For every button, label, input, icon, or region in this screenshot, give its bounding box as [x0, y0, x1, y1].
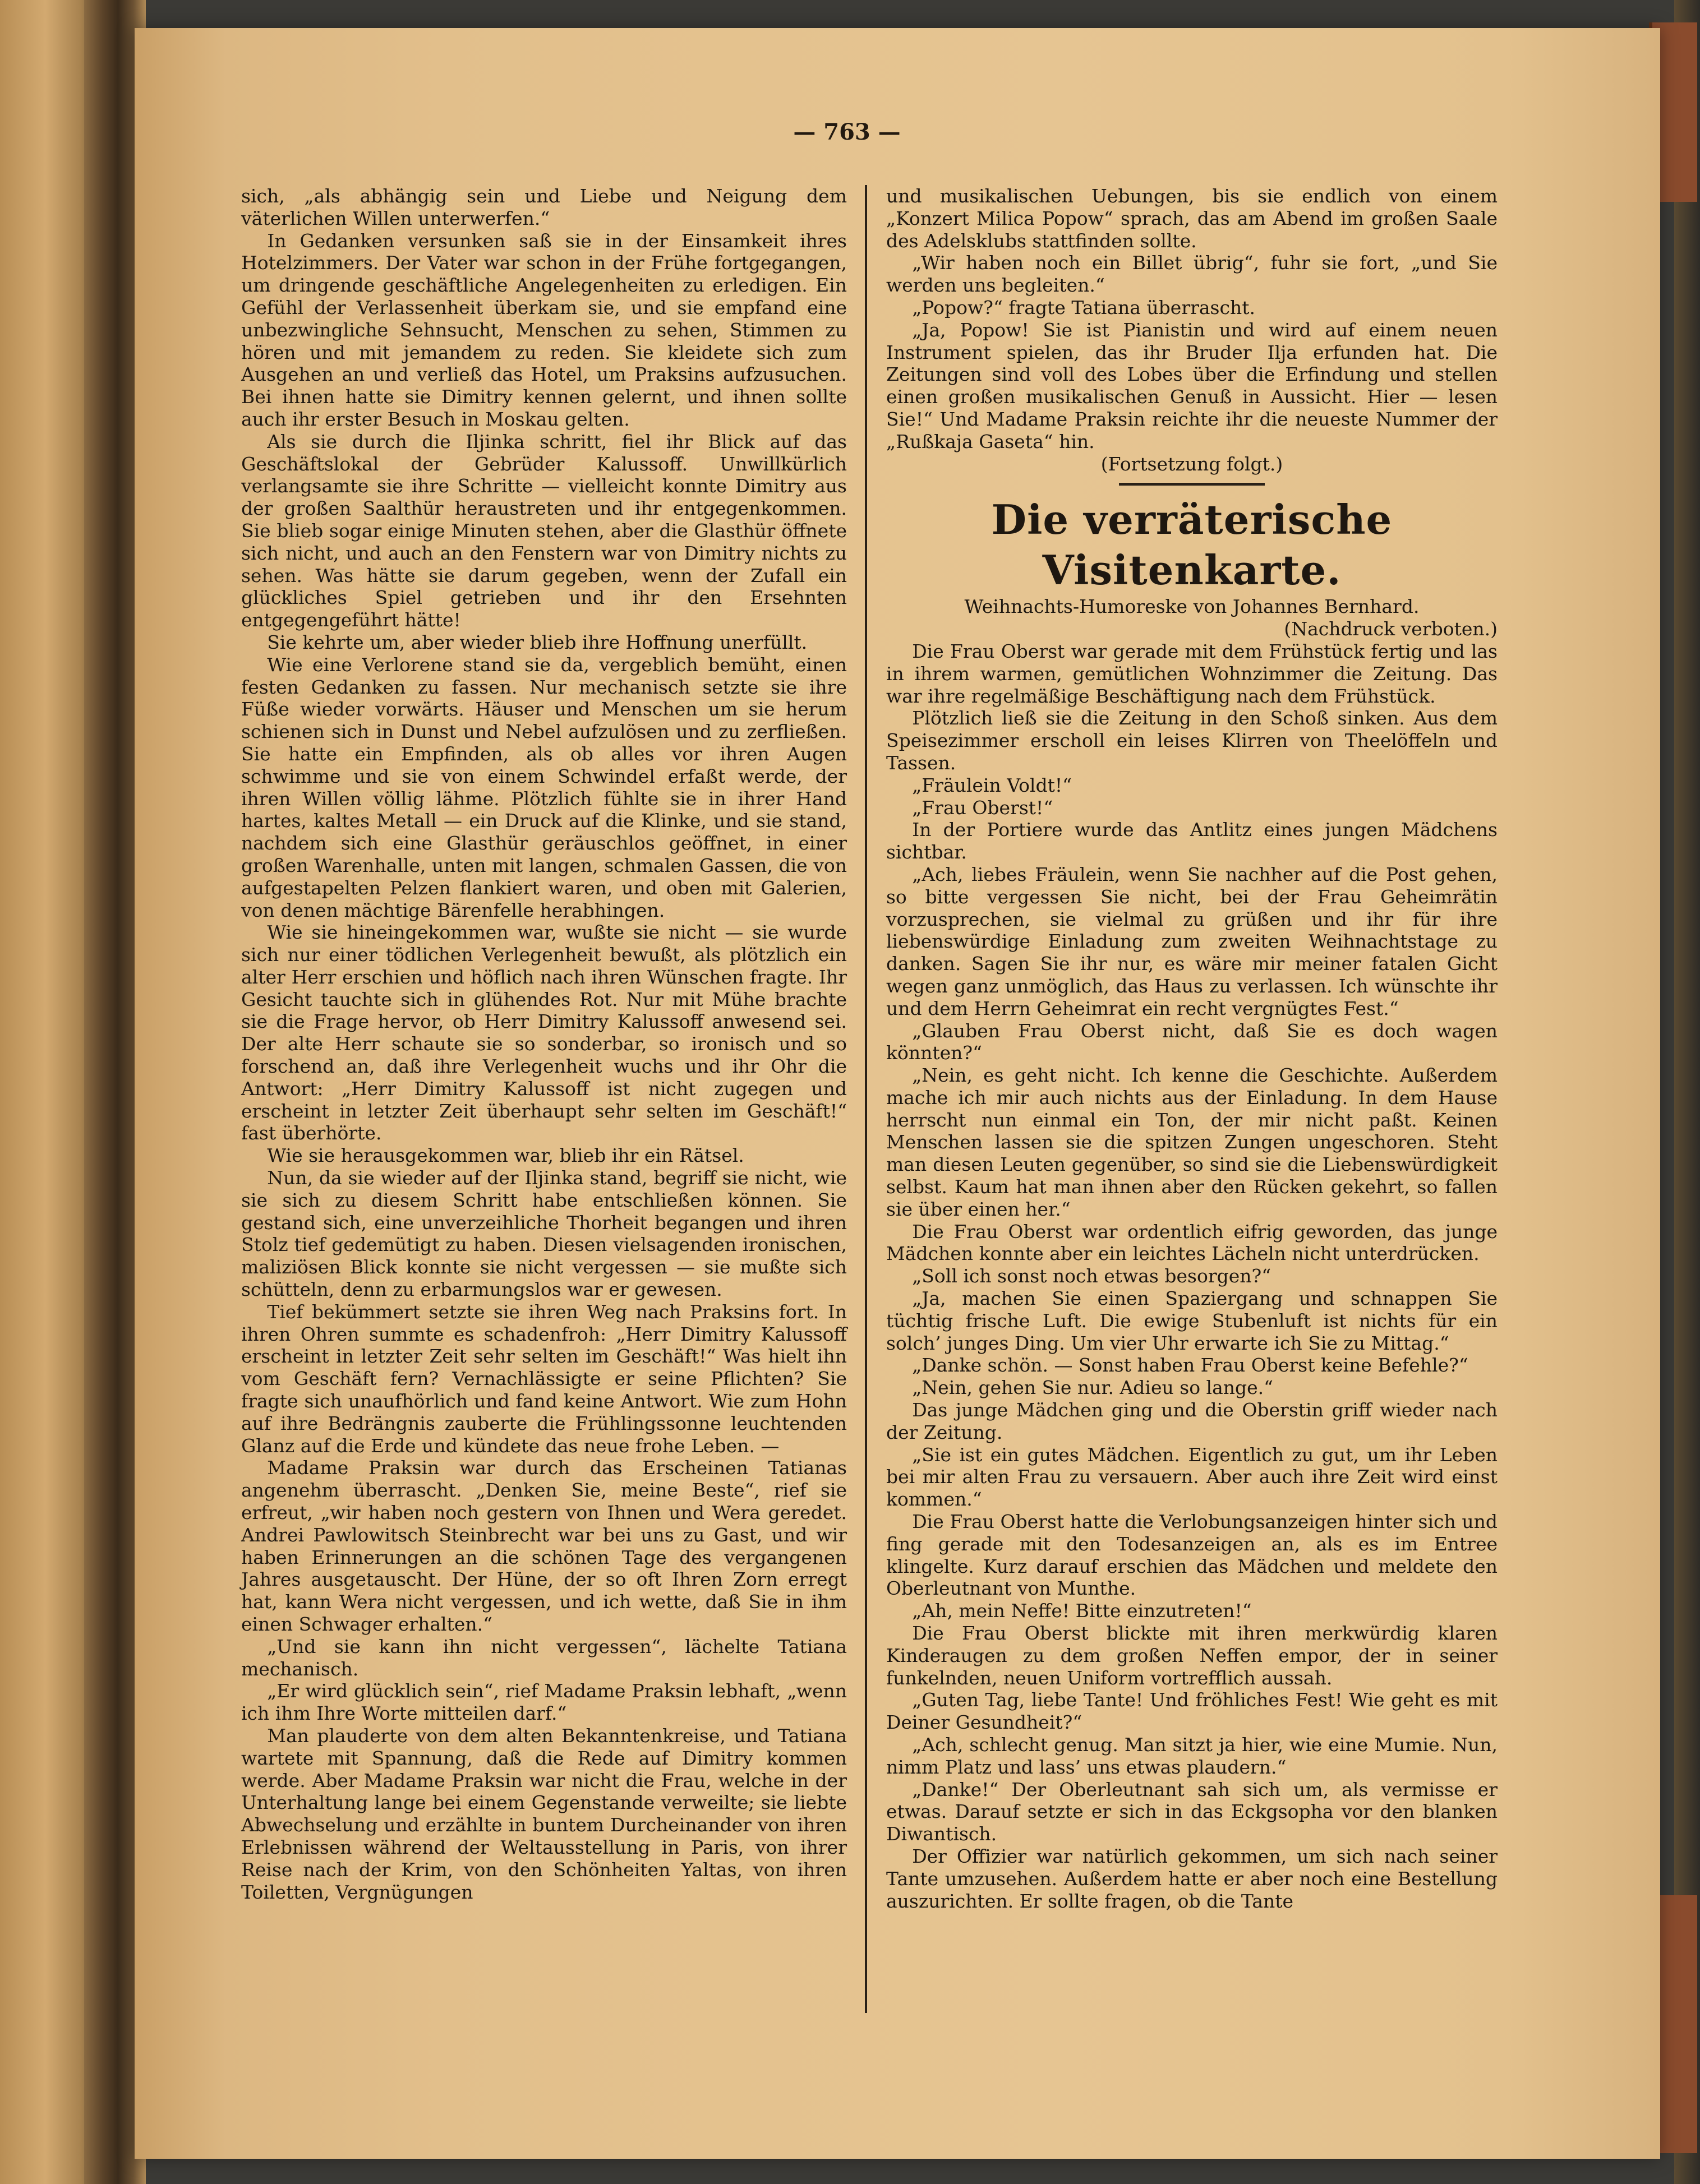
story-body: [886, 640, 1498, 1912]
paragraph: und musikalischen Uebungen, bis sie endlich von einem „Konzert Milica Popow“ sprach, das am Abend im großen Saale des Adelsklubs stattfinden sollte.: [886, 185, 1498, 252]
paragraph: „Nein, gehen Sie nur. Adieu so lange.“: [912, 1377, 1274, 1399]
paragraph: Die Frau Oberst hatte die Verlobungsanzeigen hinter sich und fing gerade mit den Todesanzeigen an, als es im Entree klingelte. Kurz darauf erschien das Mädchen und meldete den Oberleutnant von Munthe.: [886, 1511, 1498, 1600]
paragraph: „Ah, mein Neffe! Bitte einzutreten!“: [912, 1600, 1252, 1622]
reprint-note: (Nachdruck verboten.): [1284, 618, 1498, 640]
paragraph: Nun, da sie wieder auf der Iljinka stand, begriff sie nicht, wie sie sich zu diesem Schritt habe entschließen können. Sie gestand sich, eine unverzeihliche Thorheit begangen und ihren Stolz tief gedemütigt zu haben. Diesen vielsagenden ironischen, maliziösen Blick konnte sie nicht vergessen — sie mußte sich schütteln, denn zu erbarmungslos war er gewesen.: [241, 1167, 847, 1301]
section-divider: [1119, 483, 1265, 486]
paragraph: Man plauderte von dem alten Bekanntenkreise, und Tatiana wartete mit Spannung, daß die Rede auf Dimitry kommen werde. Aber Madame Praksin war nicht die Frau, welche in der Unterhaltung lange bei einem Gegenstande verweilte; sie liebte Abwechselung und erzählte in buntem Durcheinander von ihren Erlebnissen während der Weltausstellung in Paris, von ihrer Reise nach der Krim, von den Schönheiten Yaltas, von ihren Toiletten, Vergnügungen: [241, 1724, 847, 1903]
right-column: [886, 185, 1498, 1912]
paragraph: Plötzlich ließ sie die Zeitung in den Schoß sinken. Aus dem Speisezimmer erscholl ein leises Klirren von Theelöffeln und Tassen.: [886, 707, 1498, 774]
paragraph: „Popow?“ fragte Tatiana überrascht.: [912, 296, 1255, 318]
paragraph: Madame Praksin war durch das Erscheinen Tatianas angenehm überrascht. „Denken Sie, meine Beste“, rief sie erfreut, „wir haben noch gestern von Ihnen und Wera geredet. Andrei Pawlowitsch Steinbrecht war bei uns zu Gast, und wir haben Erinnerungen an die schönen Tage des vergangenen Jahres ausgetauscht. Der Hüne, der so oft Ihren Zorn erregt hat, kann Wera nicht vergessen, und ich wette, daß Sie in ihm einen Schwager erhalten.“: [241, 1457, 847, 1635]
left-column: [241, 185, 847, 1903]
paragraph: Die Frau Oberst war gerade mit dem Frühstück fertig und las in ihrem warmen, gemütlichen Wohnzimmer die Zeitung. Das war ihre regelmäßige Beschäftigung nach dem Frühstück.: [886, 640, 1498, 707]
paragraph: In der Portiere wurde das Antlitz eines jungen Mädchens sichtbar.: [886, 819, 1498, 864]
paragraph: „Und sie kann ihn nicht vergessen“, lächelte Tatiana mechanisch.: [241, 1635, 847, 1680]
book-cover-edge: [1674, 0, 1700, 2184]
paragraph: „Guten Tag, liebe Tante! Und fröhliches Fest! Wie geht es mit Deiner Gesundheit?“: [886, 1689, 1498, 1734]
column-divider: [865, 185, 867, 2013]
paragraph: „Soll ich sonst noch etwas besorgen?“: [912, 1265, 1271, 1287]
paragraph: „Er wird glücklich sein“, rief Madame Praksin lebhaft, „wenn ich ihm Ihre Worte mitteilen darf.“: [241, 1680, 847, 1725]
paragraph: Wie eine Verlorene stand sie da, vergeblich bemüht, einen festen Gedanken zu fassen. Nur mechanisch setzte sie ihre Füße wieder vorwärts. Häuser und Menschen um sie herum schienen sich in Dunst und Nebel aufzulösen und zu zerfließen. Sie hatte ein Empfinden, als ob alles vor ihren Augen schwimme und sie von einem Schwindel erfaßt werde, der ihren Willen völlig lähme. Plötzlich fühlte sie in ihrer Hand hartes, kaltes Metall — ein Druck auf die Klinke, und sie stand, nachdem sich eine Glasthür geräuschlos geöffnet, in einer großen Warenhalle, unten mit langen, schmalen Gassen, die von aufgestapelten Pelzen flankiert waren, und oben mit Galerien, von denen mächtige Bärenfelle herabhingen.: [241, 653, 847, 921]
paragraph: „Sie ist ein gutes Mädchen. Eigentlich zu gut, um ihr Leben bei mir alten Frau zu versauern. Aber auch ihre Zeit wird einst kommen.“: [886, 1443, 1498, 1511]
paragraph: „Ja, machen Sie einen Spaziergang und schnappen Sie tüchtig frische Luft. Die ewige Stubenluft ist nichts für ein solch’ junges Ding. Um vier Uhr erwarte ich Sie zu Mittag.“: [886, 1287, 1498, 1354]
paragraph: Die Frau Oberst war ordentlich eifrig geworden, das junge Mädchen konnte aber ein leichtes Lächeln nicht unterdrücken.: [886, 1220, 1498, 1265]
paragraph: sich, „als abhängig sein und Liebe und Neigung dem väterlichen Willen unterwerfen.“: [241, 185, 847, 229]
paragraph: „Frau Oberst!“: [912, 796, 1053, 819]
novel-continuation: [886, 185, 1498, 453]
paragraph: „Wir haben noch ein Billet übrig“, fuhr sie fort, „und Sie werden uns begleiten.“: [886, 252, 1498, 297]
paragraph: In Gedanken versunken saß sie in der Einsamkeit ihres Hotelzimmers. Der Vater war schon in der Frühe fortgegangen, um dringende geschäftliche Angelegenheiten zu erledigen. Ein Gefühl der Verlassenheit überkam sie, und sie empfand eine unbezwingliche Sehnsucht, Menschen zu sehen, Stimmen zu hören und mit jemandem zu reden. Sie kleidete sich zum Ausgehen an und verließ das Hotel, um Praksins aufzusuchen. Bei ihnen hatte sie Dimitry kennen gelernt, und ihnen sollte auch ihr erster Besuch in Moskau gelten.: [241, 229, 847, 430]
story-subtitle: Weihnachts-Humoreske von Johannes Bernhard.: [964, 595, 1420, 618]
paragraph: Die Frau Oberst blickte mit ihren merkwürdig klaren Kinderaugen zu dem großen Neffen empor, der in seiner funkelnden, neuen Uniform vortrefflich aussah.: [886, 1622, 1498, 1689]
paragraph: Tief bekümmert setzte sie ihren Weg nach Praksins fort. In ihren Ohren summte es schadenfroh: „Herr Dimitry Kalussoff erscheint in letzter Zeit sehr selten im Geschäft!“ Was hielt ihn vom Geschäft fern? Vernachlässigte er seine Pflichten? Sie fragte sich unaufhörlich und fand keine Antwort. Wie zum Hohn auf ihre Bedrängnis zauberte die Frühlingssonne leuchtenden Glanz auf die Erde und kündete das neue frohe Leben. —: [241, 1300, 847, 1457]
paragraph: „Ja, Popow! Sie ist Pianistin und wird auf einem neuen Instrument spielen, das ihr Bruder Ilja erfunden hat. Die Zeitungen sind voll des Lobes über die Erfindung und stellen einen großen musikalischen Genuß in Aussicht. Hier — lesen Sie!“ Und Madame Praksin reichte ihr die neueste Nummer der „Rußkaja Gaseta“ hin.: [886, 318, 1498, 453]
paragraph: „Ach, liebes Fräulein, wenn Sie nachher auf die Post gehen, so bitte vergessen Sie nicht, bei der Frau Geheimrätin vorzusprechen, sie vielmal zu grüßen und ihr für ihre liebenswürdige Einladung zum zweiten Weihnachtstage zu danken. Sagen Sie ihr nur, es wäre mir meiner fatalen Gicht wegen ganz unmöglich, das Haus zu verlassen. Ich wünschte ihr und dem Herrn Geheimrat ein recht vergnügtes Fest.“: [886, 863, 1498, 1019]
paragraph: „Fräulein Voldt!“: [912, 774, 1072, 796]
story-title: Die verräterische Visitenkarte.: [991, 496, 1393, 594]
paragraph: Wie sie hineingekommen war, wußte sie nicht — sie wurde sich nur einer tödlichen Verlegenheit bewußt, als plötzlich ein alter Herr erschien und höflich nach ihren Wünschen fragte. Ihr Gesicht tauchte sich in glühendes Rot. Nur mit Mühe brachte sie die Frage hervor, ob Herr Dimitry Kalussoff anwesend sei. Der alte Herr schaute sie so sonderbar, so ironisch und so forschend an, daß ihre Verlegenheit wuchs und ihr Ohr die Antwort: „Herr Dimitry Kalussoff ist nicht zugegen und erscheint in letzter Zeit überhaupt sehr selten im Geschäft!“ fast überhörte.: [241, 921, 847, 1144]
paragraph: „Nein, es geht nicht. Ich kenne die Geschichte. Außerdem mache ich mir auch nichts aus der Einladung. In dem Hause herrscht nun einmal ein Ton, der mir nicht paßt. Keinen Menschen lassen sie die spitzen Zungen ungeschoren. Steht man diesen Leuten gegenüber, so sind sie die Liebenswürdigkeit selbst. Kaum hat man ihnen aber den Rücken gekehrt, so fallen sie über einen her.“: [886, 1064, 1498, 1220]
paragraph: „Danke!“ Der Oberleutnant sah sich um, als vermisse er etwas. Darauf setzte er sich in das Eckgsopha vor den blanken Diwantisch.: [886, 1778, 1498, 1845]
paragraph: Wie sie herausgekommen war, blieb ihr ein Rätsel.: [267, 1144, 744, 1167]
paragraph: „Ach, schlecht genug. Man sitzt ja hier, wie eine Mumie. Nun, nimm Platz und lass’ uns etwas plaudern.“: [886, 1734, 1498, 1778]
paragraph: Sie kehrte um, aber wieder blieb ihre Hoffnung unerfüllt.: [267, 631, 808, 653]
paragraph: „Danke schön. — Sonst haben Frau Oberst keine Befehle?“: [912, 1354, 1468, 1377]
paragraph: Der Offizier war natürlich gekommen, um sich nach seiner Tante umzusehen. Außerdem hatte er aber noch eine Bestellung auszurichten. Er sollte fragen, ob die Tante: [886, 1845, 1498, 1912]
page-number: — 763 —: [793, 119, 901, 145]
paragraph: Das junge Mädchen ging und die Oberstin griff wieder nach der Zeitung.: [886, 1399, 1498, 1443]
paragraph: „Glauben Frau Oberst nicht, daß Sie es doch wagen könnten?“: [886, 1019, 1498, 1064]
continuation-note: (Fortsetzung folgt.): [1100, 453, 1283, 475]
paragraph: Als sie durch die Iljinka schritt, fiel ihr Blick auf das Geschäftslokal der Gebrüder Kalussoff. Unwillkürlich verlangsamte sie ihre Schritte — vielleicht konnte Dimitry aus der großen Saalthür heraustreten und ihr entgegenkommen. Sie blieb sogar einige Minuten stehen, aber die Glasthür öffnete sich nicht, und auch an den Fenstern war von Dimitry nichts zu sehen. Was hätte sie darum gegeben, wenn der Zufall ein glückliches Spiel getrieben und ihr den Ersehnten entgegengeführt hätte!: [241, 430, 847, 631]
